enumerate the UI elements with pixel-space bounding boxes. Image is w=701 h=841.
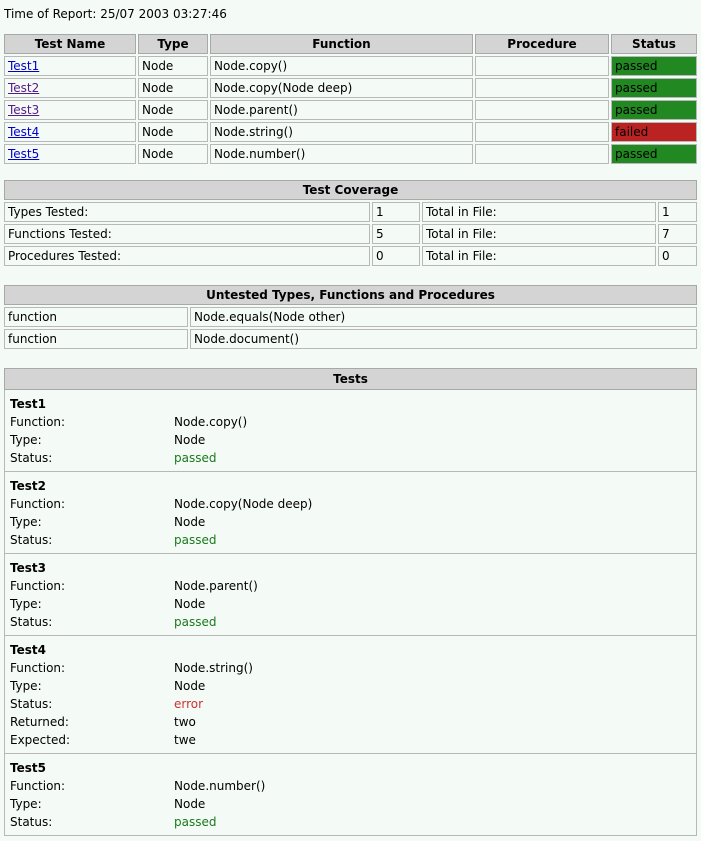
table-row	[4, 224, 697, 244]
status-label: Status:	[10, 815, 53, 829]
test-title: Test2	[10, 479, 46, 493]
tests-section	[4, 368, 697, 836]
status-value: passed	[174, 451, 217, 465]
type-cell: Node	[138, 144, 208, 164]
test-detail-test1	[4, 390, 697, 472]
header-type: Type	[138, 34, 208, 54]
header-function: Function	[210, 34, 473, 54]
function-label: Function:	[10, 579, 66, 593]
table-row	[4, 307, 697, 327]
untested-name: Node.document()	[190, 329, 697, 349]
type-value: Node	[174, 597, 206, 611]
function-cell: Node.copy(Node deep)	[210, 78, 473, 98]
coverage-table	[2, 178, 699, 268]
summary-header-row	[4, 34, 697, 54]
table-row	[4, 144, 697, 164]
type-value: Node	[174, 679, 206, 693]
coverage-title: Test Coverage	[4, 180, 697, 200]
type-cell: Node	[138, 122, 208, 142]
coverage-total-label: Total in File:	[422, 202, 656, 222]
test-detail-test2	[4, 472, 697, 554]
status-value: passed	[174, 815, 217, 829]
test-link-test4[interactable]: Test4	[8, 125, 40, 139]
returned-label: Returned:	[10, 715, 69, 729]
function-label: Function:	[10, 497, 66, 511]
coverage-total-label: Total in File:	[422, 224, 656, 244]
type-value: Node	[174, 515, 206, 529]
status-value: error	[174, 697, 204, 711]
type-cell: Node	[138, 78, 208, 98]
status-badge: failed	[611, 122, 697, 142]
function-cell: Node.string()	[210, 122, 473, 142]
table-row	[4, 100, 697, 120]
status-label: Status:	[10, 533, 53, 547]
test-detail-test4	[4, 636, 697, 754]
coverage-value: 1	[372, 202, 420, 222]
function-cell: Node.parent()	[210, 100, 473, 120]
test-title: Test3	[10, 561, 46, 575]
coverage-label: Types Tested:	[4, 202, 370, 222]
function-value: Node.copy()	[174, 415, 248, 429]
table-row	[4, 78, 697, 98]
table-row	[4, 202, 697, 222]
status-label: Status:	[10, 615, 53, 629]
function-value: Node.number()	[174, 779, 266, 793]
type-value: Node	[174, 433, 206, 447]
untested-kind: function	[4, 307, 188, 327]
coverage-label: Procedures Tested:	[4, 246, 370, 266]
status-badge: passed	[611, 100, 697, 120]
type-label: Type:	[10, 515, 42, 529]
function-cell: Node.copy()	[210, 56, 473, 76]
header-test-name: Test Name	[4, 34, 136, 54]
coverage-value: 0	[372, 246, 420, 266]
status-value: passed	[174, 615, 217, 629]
test-link-test5[interactable]: Test5	[8, 147, 40, 161]
untested-title: Untested Types, Functions and Procedures	[4, 285, 697, 305]
table-row	[4, 329, 697, 349]
test-title: Test5	[10, 761, 46, 775]
function-value: Node.parent()	[174, 579, 258, 593]
header-status: Status	[611, 34, 697, 54]
status-value: passed	[174, 533, 217, 547]
type-value: Node	[174, 797, 206, 811]
coverage-total: 7	[658, 224, 697, 244]
returned-value: two	[174, 715, 196, 729]
status-badge: passed	[611, 78, 697, 98]
test-name-cell	[4, 78, 136, 98]
procedure-cell	[475, 78, 609, 98]
report-time: Time of Report: 25/07 2003 03:27:46	[4, 7, 227, 21]
test-detail-test5	[4, 754, 697, 836]
procedure-cell	[475, 144, 609, 164]
coverage-value: 5	[372, 224, 420, 244]
untested-kind: function	[4, 329, 188, 349]
expected-label: Expected:	[10, 733, 71, 747]
function-label: Function:	[10, 415, 66, 429]
table-row	[4, 122, 697, 142]
coverage-label: Functions Tested:	[4, 224, 370, 244]
table-row	[4, 246, 697, 266]
procedure-cell	[475, 56, 609, 76]
function-value: Node.string()	[174, 661, 253, 675]
type-label: Type:	[10, 679, 42, 693]
coverage-total: 1	[658, 202, 697, 222]
expected-value: twe	[174, 733, 196, 747]
status-badge: passed	[611, 144, 697, 164]
function-cell: Node.number()	[210, 144, 473, 164]
function-label: Function:	[10, 661, 66, 675]
test-detail-test3	[4, 554, 697, 636]
test-title: Test1	[10, 397, 46, 411]
type-label: Type:	[10, 433, 42, 447]
header-procedure: Procedure	[475, 34, 609, 54]
test-name-cell	[4, 100, 136, 120]
type-label: Type:	[10, 797, 42, 811]
status-label: Status:	[10, 697, 53, 711]
function-label: Function:	[10, 779, 66, 793]
status-label: Status:	[10, 451, 53, 465]
status-badge: passed	[611, 56, 697, 76]
type-cell: Node	[138, 100, 208, 120]
procedure-cell	[475, 122, 609, 142]
test-name-cell	[4, 56, 136, 76]
test-title: Test4	[10, 643, 46, 657]
untested-table	[2, 283, 699, 351]
coverage-total: 0	[658, 246, 697, 266]
test-name-cell	[4, 122, 136, 142]
function-value: Node.copy(Node deep)	[174, 497, 313, 511]
summary-table	[2, 32, 699, 166]
test-link-test1[interactable]: Test1	[8, 59, 40, 73]
untested-name: Node.equals(Node other)	[190, 307, 697, 327]
procedure-cell	[475, 100, 609, 120]
test-link-test3[interactable]: Test3	[8, 103, 40, 117]
test-name-cell	[4, 144, 136, 164]
test-link-test2[interactable]: Test2	[8, 81, 40, 95]
type-label: Type:	[10, 597, 42, 611]
table-row	[4, 56, 697, 76]
tests-title: Tests	[4, 368, 697, 390]
coverage-total-label: Total in File:	[422, 246, 656, 266]
type-cell: Node	[138, 56, 208, 76]
